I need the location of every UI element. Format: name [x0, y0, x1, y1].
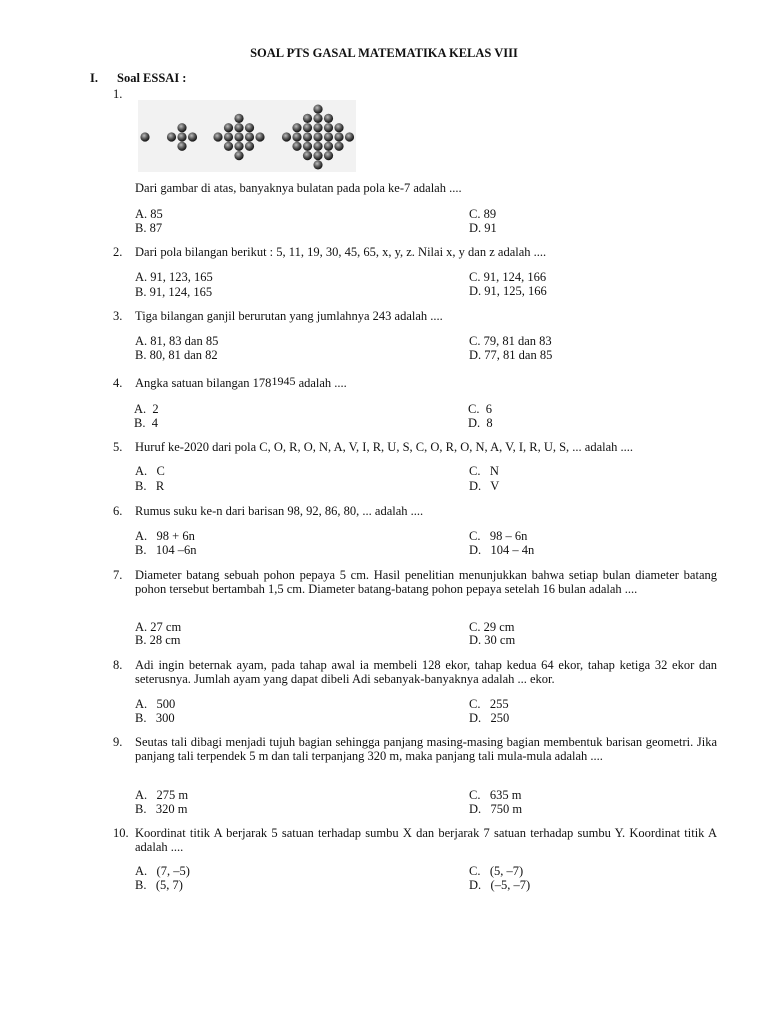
- option-a[interactable]: A. 2: [134, 402, 159, 416]
- pattern-dot: [224, 132, 233, 141]
- question-text-before: Angka satuan bilangan 178: [135, 376, 272, 390]
- question-text: [135, 376, 717, 390]
- question-text: Rumus suku ke-n dari barisan 98, 92, 86, 80, ... adalah ....: [135, 504, 424, 518]
- option-c[interactable]: C. 255: [469, 697, 509, 711]
- option-a[interactable]: A. (7, –5): [135, 864, 190, 878]
- option-c[interactable]: C. 89: [469, 207, 497, 221]
- pattern-dot: [313, 114, 322, 123]
- pattern-dot: [167, 132, 176, 141]
- option-a[interactable]: A. 85: [135, 207, 163, 221]
- pattern-dot: [282, 132, 291, 141]
- option-b[interactable]: B. 320 m: [135, 802, 188, 816]
- pattern-dot: [177, 132, 186, 141]
- pattern-dot: [255, 132, 264, 141]
- question-number: 9.: [113, 735, 123, 749]
- option-d[interactable]: D. 750 m: [469, 802, 523, 816]
- exponent: 1945: [271, 374, 296, 388]
- question-number: 1.: [113, 87, 123, 101]
- pattern-dot: [334, 132, 343, 141]
- question-text: Seutas tali dibagi menjadi tujuh bagian sehingga panjang masing-masing bagian membentuk barisan geometri. Jika panjang tali terpendek 5 m dan tali terpanjang 320 m, maka panjang tali mula-mula adalah ....: [135, 735, 717, 763]
- pattern-dot: [140, 132, 149, 141]
- question-text-after: adalah ....: [295, 376, 347, 390]
- question-number: 7.: [113, 568, 123, 582]
- option-b[interactable]: B. 91, 124, 165: [135, 285, 213, 299]
- option-a[interactable]: A. C: [135, 464, 165, 478]
- pattern-dot: [303, 132, 312, 141]
- pattern-dot: [292, 123, 301, 132]
- option-c[interactable]: C. 91, 124, 166: [469, 270, 547, 284]
- option-d[interactable]: D. 104 – 4n: [469, 543, 535, 557]
- option-c[interactable]: C. 6: [468, 402, 492, 416]
- option-b[interactable]: B. 87: [135, 221, 163, 235]
- pattern-dot: [324, 114, 333, 123]
- pattern-dot: [292, 132, 301, 141]
- pattern-dot: [245, 132, 254, 141]
- option-d[interactable]: D. 77, 81 dan 85: [469, 348, 553, 362]
- pattern-dot: [324, 132, 333, 141]
- pattern-dot: [313, 142, 322, 151]
- dot-pattern-svg: [138, 100, 356, 172]
- option-a[interactable]: A. 98 + 6n: [135, 529, 195, 543]
- section-title: Soal ESSAI :: [117, 71, 187, 85]
- question-text: Dari gambar di atas, banyaknya bulatan pada pola ke-7 adalah ....: [135, 181, 462, 195]
- option-a[interactable]: A. 27 cm: [135, 620, 182, 634]
- option-a[interactable]: A. 81, 83 dan 85: [135, 334, 219, 348]
- pattern-dot: [234, 151, 243, 160]
- option-b[interactable]: B. 28 cm: [135, 633, 181, 647]
- question-number: 10.: [113, 826, 129, 840]
- option-d[interactable]: D. 30 cm: [469, 633, 516, 647]
- pattern-dot: [313, 132, 322, 141]
- option-c[interactable]: C. N: [469, 464, 499, 478]
- option-b[interactable]: B. 4: [134, 416, 158, 430]
- pattern-dot: [188, 132, 197, 141]
- question-text: Koordinat titik A berjarak 5 satuan terhadap sumbu X dan berjarak 7 satuan terhadap sumbu Y. Koordinat titik A adalah ....: [135, 826, 717, 854]
- question-number: 3.: [113, 309, 123, 323]
- question-text: Huruf ke-2020 dari pola C, O, R, O, N, A, V, I, R, U, S, C, O, R, O, N, A, V, I, R, U, S, ... adalah ....: [135, 440, 634, 454]
- pattern-dot: [245, 142, 254, 151]
- pattern-dot: [324, 123, 333, 132]
- option-d[interactable]: D. 8: [468, 416, 493, 430]
- option-d[interactable]: D. 91, 125, 166: [469, 284, 547, 298]
- pattern-dot: [324, 142, 333, 151]
- pattern-dot: [334, 123, 343, 132]
- option-b[interactable]: B. 104 –6n: [135, 543, 197, 557]
- pattern-dot: [313, 151, 322, 160]
- pattern-dot: [313, 160, 322, 169]
- pattern-dot: [313, 123, 322, 132]
- option-b[interactable]: B. 80, 81 dan 82: [135, 348, 218, 362]
- option-b[interactable]: B. R: [135, 479, 165, 493]
- question-number: 4.: [113, 376, 123, 390]
- option-b[interactable]: B. 300: [135, 711, 175, 725]
- option-a[interactable]: A. 275 m: [135, 788, 189, 802]
- question-number: 2.: [113, 245, 123, 259]
- pattern-dot: [245, 123, 254, 132]
- pattern-dot: [177, 142, 186, 151]
- pattern-dot: [303, 114, 312, 123]
- pattern-dot: [224, 123, 233, 132]
- pattern-dot: [234, 132, 243, 141]
- option-c[interactable]: C. 79, 81 dan 83: [469, 334, 552, 348]
- pattern-dot: [303, 151, 312, 160]
- question-text: Tiga bilangan ganjil berurutan yang jumlahnya 243 adalah ....: [135, 309, 443, 323]
- option-d[interactable]: D. V: [469, 479, 500, 493]
- pattern-dot: [324, 151, 333, 160]
- pattern-dot: [234, 114, 243, 123]
- question-text: Diameter batang sebuah pohon pepaya 5 cm. Hasil penelitian menunjukkan bahwa setiap bulan diameter batang pohon tersebut bertambah 1,5 cm. Diameter batang-batang pohon pepaya setelah 16 bulan adalah ....: [135, 568, 717, 596]
- pattern-dot: [234, 142, 243, 151]
- option-c[interactable]: C. (5, –7): [469, 864, 524, 878]
- pattern-dot: [334, 142, 343, 151]
- pattern-dot: [224, 142, 233, 151]
- question-number: 8.: [113, 658, 123, 672]
- pattern-dot: [292, 142, 301, 151]
- option-b[interactable]: B. (5, 7): [135, 878, 183, 892]
- option-c[interactable]: C. 98 – 6n: [469, 529, 528, 543]
- question-number: 5.: [113, 440, 123, 454]
- option-d[interactable]: D. 250: [469, 711, 510, 725]
- question-number: 6.: [113, 504, 123, 518]
- document-title: SOAL PTS GASAL MATEMATIKA KELAS VIII: [250, 46, 518, 60]
- option-d[interactable]: D. (–5, –7): [469, 878, 531, 892]
- option-a[interactable]: A. 91, 123, 165: [135, 270, 213, 284]
- option-c[interactable]: C. 29 cm: [469, 620, 515, 634]
- section-number: I.: [90, 71, 98, 85]
- pattern-dot: [345, 132, 354, 141]
- pattern-dot: [234, 123, 243, 132]
- question-text: Adi ingin beternak ayam, pada tahap awal ia membeli 128 ekor, tahap kedua 64 ekor, tahap ketiga 32 ekor dan seterusnya. Jumlah ayam yang dapat dibeli Adi sebanyak-banyaknya adalah ... ekor.: [135, 658, 717, 686]
- option-c[interactable]: C. 635 m: [469, 788, 522, 802]
- option-a[interactable]: A. 500: [135, 697, 176, 711]
- pattern-dot: [177, 123, 186, 132]
- option-d[interactable]: D. 91: [469, 221, 497, 235]
- pattern-dot: [213, 132, 222, 141]
- dot-pattern-figure: [138, 100, 356, 172]
- pattern-dot: [303, 142, 312, 151]
- pattern-dot: [313, 105, 322, 114]
- pattern-dot: [303, 123, 312, 132]
- question-text: Dari pola bilangan berikut : 5, 11, 19, 30, 45, 65, x, y, z. Nilai x, y dan z adalah ....: [135, 245, 547, 259]
